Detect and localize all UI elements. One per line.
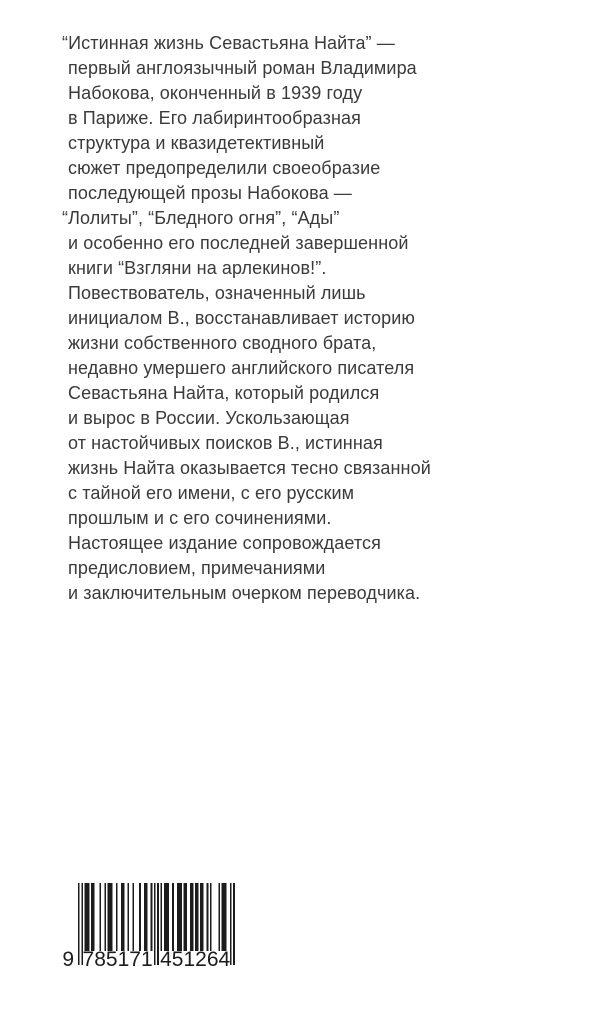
annotation-line: последующей прозы Набокова — bbox=[68, 183, 352, 203]
barcode-digit-group: 451264 bbox=[160, 948, 231, 971]
annotation-line: Повествователь, означенный лишь bbox=[68, 283, 366, 303]
ean13-barcode bbox=[56, 883, 238, 971]
barcode-bars bbox=[56, 883, 238, 971]
barcode-digit-group: 9 bbox=[62, 948, 74, 971]
annotation-line: книги “Взгляни на арлекинов!”. bbox=[68, 258, 327, 278]
annotation-line: и вырос в России. Ускользающая bbox=[68, 408, 350, 428]
annotation-line: и заключительным очерком переводчика. bbox=[68, 583, 421, 603]
annotation-line: от настойчивых поисков В., истинная bbox=[68, 433, 383, 453]
annotation-line: сюжет предопределили своеобразие bbox=[68, 158, 381, 178]
annotation-line: инициалом В., восстанавливает историю bbox=[68, 308, 416, 328]
annotation-text bbox=[62, 31, 538, 606]
annotation-line: “Истинная жизнь Севастьяна Найта” — bbox=[62, 33, 395, 53]
annotation-line: Севастьяна Найта, который родился bbox=[68, 383, 380, 403]
annotation-line: и особенно его последней завершенной bbox=[68, 233, 409, 253]
annotation-line: жизни собственного сводного брата, bbox=[68, 333, 377, 353]
annotation-line: структура и квазидетективный bbox=[68, 133, 325, 153]
annotation-line: жизнь Найта оказывается тесно связанной bbox=[68, 458, 431, 478]
annotation-line: предисловием, примечаниями bbox=[68, 558, 326, 578]
annotation-line: первый англоязычный роман Владимира bbox=[68, 58, 417, 78]
annotation-line: Настоящее издание сопровождается bbox=[68, 533, 381, 553]
annotation-line: прошлым и с его сочинениями. bbox=[68, 508, 332, 528]
annotation-line: “Лолиты”, “Бледного огня”, “Ады” bbox=[62, 208, 340, 228]
annotation-line: Набокова, оконченный в 1939 году bbox=[68, 83, 363, 103]
annotation-line: с тайной его имени, с его русским bbox=[68, 483, 355, 503]
annotation-line: в Париже. Его лабиринтообразная bbox=[68, 108, 361, 128]
barcode-digit-group: 785171 bbox=[82, 948, 153, 971]
annotation-line: недавно умершего английского писателя bbox=[68, 358, 415, 378]
